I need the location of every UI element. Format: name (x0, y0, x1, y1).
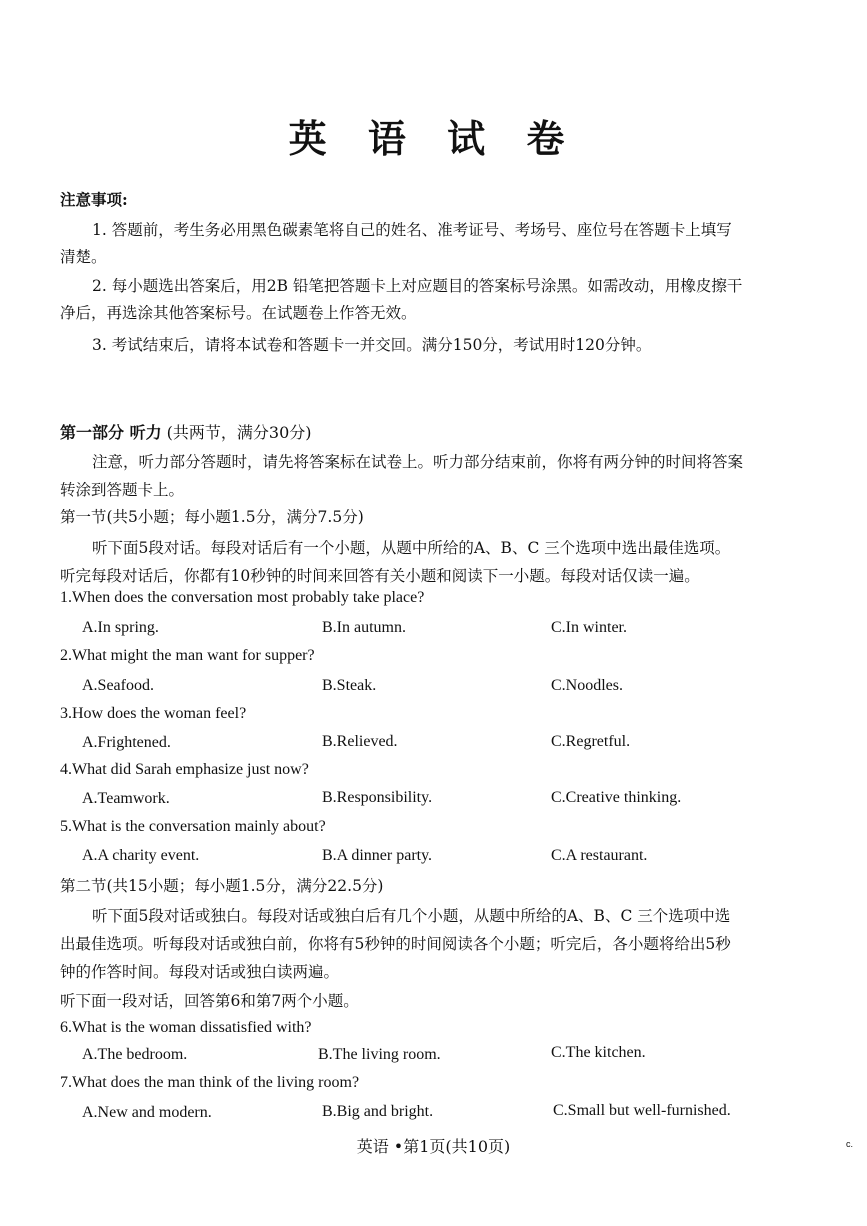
q1-option-c: C.In winter. (551, 619, 627, 636)
question-2: 2.What might the man want for supper? (60, 647, 315, 664)
q7-option-c: C.Small but well-furnished. (553, 1102, 731, 1119)
q5-option-b: B.A dinner party. (322, 847, 433, 864)
part1-heading-rest: (共两节，满分30分) (166, 423, 312, 442)
q3-option-a: A.Frightened. (82, 734, 171, 751)
q5-option-a: A.A charity event. (82, 847, 200, 864)
q1-option-a: A.In spring. (82, 619, 159, 636)
notice-item-3: 3. 考试结束后，请将本试卷和答题卡一并交回。满分150分，考试用时120分钟。 (92, 336, 652, 354)
q3-option-b: B.Relieved. (322, 733, 398, 750)
question-5: 5.What is the conversation mainly about? (60, 818, 326, 835)
section2-intro-line-3: 钟的作答时间。每段对话或独白读两遍。 (60, 963, 340, 981)
section1-heading: 第一节(共5小题；每小题1.5分，满分7.5分) (60, 508, 364, 526)
corner-mark: c. (846, 1139, 854, 1149)
question-1: 1.When does the conversation most probably take place? (60, 589, 425, 606)
q2-option-b: B.Steak. (322, 677, 377, 694)
q6-option-a: A.The bedroom. (82, 1046, 188, 1063)
section2-heading: 第二节(共15小题；每小题1.5分，满分22.5分) (60, 877, 384, 895)
q2-option-a: A.Seafood. (82, 677, 154, 694)
q5-option-c: C.A restaurant. (551, 847, 648, 864)
q4-option-a: A.Teamwork. (82, 790, 170, 807)
notice-item-2-line-2: 净后，再选涂其他答案标号。在试题卷上作答无效。 (60, 304, 417, 322)
question-6: 6.What is the woman dissatisfied with? (60, 1019, 312, 1036)
page-footer: 英语 •第1页(共10页) (356, 1137, 511, 1156)
section2-intro-line-1: 听下面5段对话或独白。每段对话或独白后有几个小题，从题中所给的A、B、C 三个选项中选 (92, 907, 731, 925)
section1-intro-line-1: 听下面5段对话。每段对话后有一个小题，从题中所给的A、B、C 三个选项中选出最佳选项。 (92, 539, 731, 557)
question-4: 4.What did Sarah emphasize just now? (60, 761, 309, 778)
notice-item-1-line-2: 清楚。 (60, 248, 107, 266)
q7-option-a: A.New and modern. (82, 1104, 212, 1121)
q4-option-b: B.Responsibility. (322, 789, 433, 806)
section1-intro-line-2: 听完每段对话后，你都有10秒钟的时间来回答有关小题和阅读下一小题。每段对话仅读一遍。 (60, 567, 700, 585)
q4-option-c: C.Creative thinking. (551, 789, 682, 806)
part1-note-line-2: 转涂到答题卡上。 (60, 481, 185, 499)
q6-option-b: B.The living room. (318, 1046, 441, 1063)
question-7: 7.What does the man think of the living room? (60, 1074, 360, 1091)
q3-option-c: C.Regretful. (551, 733, 631, 750)
part1-note-line-1: 注意，听力部分答题时，请先将答案标在试卷上。听力部分结束前，你将有两分钟的时间将答案 (92, 453, 744, 471)
q2-option-c: C.Noodles. (551, 677, 623, 694)
q7-option-b: B.Big and bright. (322, 1103, 434, 1120)
notice-item-1-line-1: 1. 答题前，考生务必用黑色碳素笔将自己的姓名、准考证号、考场号、座位号在答题卡上填写 (92, 221, 732, 239)
exam-title: 英 语 试 卷 (288, 116, 579, 161)
section2-intro-line-2: 出最佳选项。听每段对话或独白前，你将有5秒钟的时间阅读各个小题；听完后，各小题将给出5秒 (60, 935, 731, 953)
section2-sub-intro: 听下面一段对话，回答第6和第7两个小题。 (60, 992, 359, 1010)
q1-option-b: B.In autumn. (322, 619, 406, 636)
question-3: 3.How does the woman feel? (60, 705, 247, 722)
notice-item-2-line-1: 2. 每小题选出答案后，用2B 铅笔把答题卡上对应题目的答案标号涂黑。如需改动，用橡皮擦干 (92, 277, 743, 295)
part1-heading (60, 420, 312, 443)
part1-heading-bold: 第一部分 听力 (60, 423, 162, 442)
notice-heading: 注意事项: (60, 190, 128, 209)
q6-option-c: C.The kitchen. (551, 1044, 646, 1061)
